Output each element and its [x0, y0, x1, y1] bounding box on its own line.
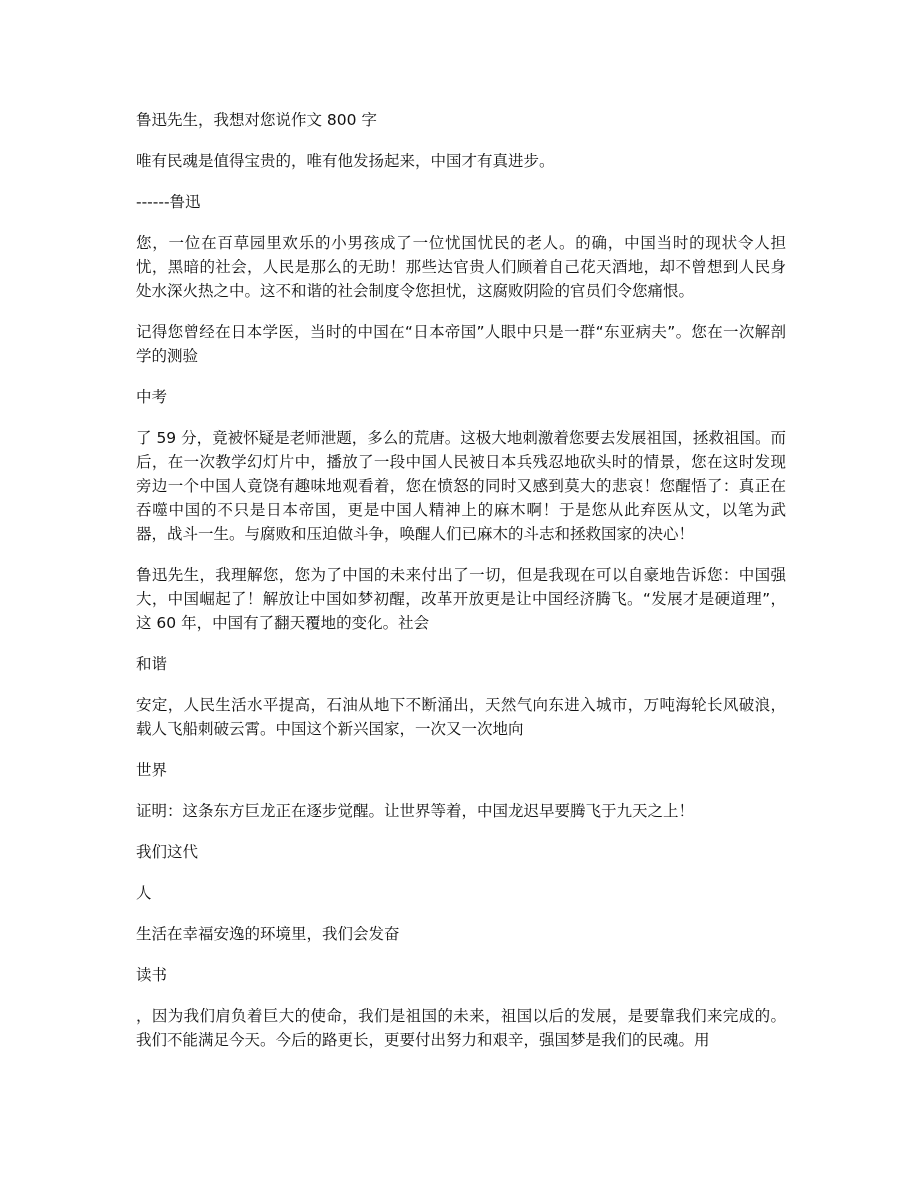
paragraph-body: 和谐	[136, 655, 168, 673]
paragraph-body: 我们这代	[136, 843, 199, 861]
paragraph-body: 世界	[136, 761, 168, 779]
document-title: 鲁迅先生，我想对您说作文 800 字	[136, 111, 377, 129]
paragraph-body: 中考	[136, 388, 168, 406]
paragraph-body: ，因为我们肩负着巨大的使命，我们是祖国的未来，祖国以后的发展，是要靠我们来完成的。我们不能满足今天。今后的路更长，更要付出努力和艰辛，强国梦是我们的民魂。用	[136, 1007, 786, 1049]
paragraph-quote: 唯有民魂是值得宝贵的，唯有他发扬起来，中国才有真进步。	[136, 152, 555, 170]
document-page	[136, 108, 786, 1069]
paragraph-body: 记得您曾经在日本学医，当时的中国在“日本帝国”人眼中只是一群“东亚病夫”。您在一次解剖学的测验	[136, 323, 786, 365]
paragraph-body: 证明：这条东方巨龙正在逐步觉醒。让世界等着，中国龙迟早要腾飞于九天之上！	[136, 802, 695, 820]
paragraph-body: 鲁迅先生，我理解您，您为了中国的未来付出了一切，但是我现在可以自豪地告诉您：中国强大，中国崛起了！解放让中国如梦初醒，改革开放更是让中国经济腾飞。“发展才是硬道理”，这 60 年，中国有了翻天覆地的变化。社会	[136, 566, 786, 632]
paragraph-body: 人	[136, 884, 152, 902]
paragraph-body: 读书	[136, 966, 168, 984]
paragraph-attribution: ------鲁迅	[136, 193, 201, 211]
paragraph-body: 安定，人民生活水平提高，石油从地下不断涌出，天然气向东进入城市，万吨海轮长风破浪，载人飞船刺破云霄。中国这个新兴国家，一次又一次地向	[136, 696, 786, 738]
paragraph-body: 生活在幸福安逸的环境里，我们会发奋	[136, 925, 400, 943]
paragraph-body: 了 59 分，竟被怀疑是老师泄题，多么的荒唐。这极大地刺激着您要去发展祖国，拯救祖国。而后，在一次教学幻灯片中，播放了一段中国人民被日本兵残忍地砍头时的情景，您在这时发现旁边一个中国人竟饶有趣味地观看着，您在愤怒的同时又感到莫大的悲哀！您醒悟了：真正在吞噬中国的不只是日本帝国，更是中国人精神上的麻木啊！于是您从此弃医从文，以笔为武器，战斗一生。与腐败和压迫做斗争，唤醒人们已麻木的斗志和拯救国家的决心！	[136, 429, 786, 543]
paragraph-body: 您，一位在百草园里欢乐的小男孩成了一位忧国忧民的老人。的确，中国当时的现状令人担忧，黑暗的社会，人民是那么的无助！那些达官贵人们顾着自己花天酒地，却不曾想到人民身处水深火热之中。这不和谐的社会制度令您担忧，这腐败阴险的官员们令您痛恨。	[136, 234, 786, 300]
